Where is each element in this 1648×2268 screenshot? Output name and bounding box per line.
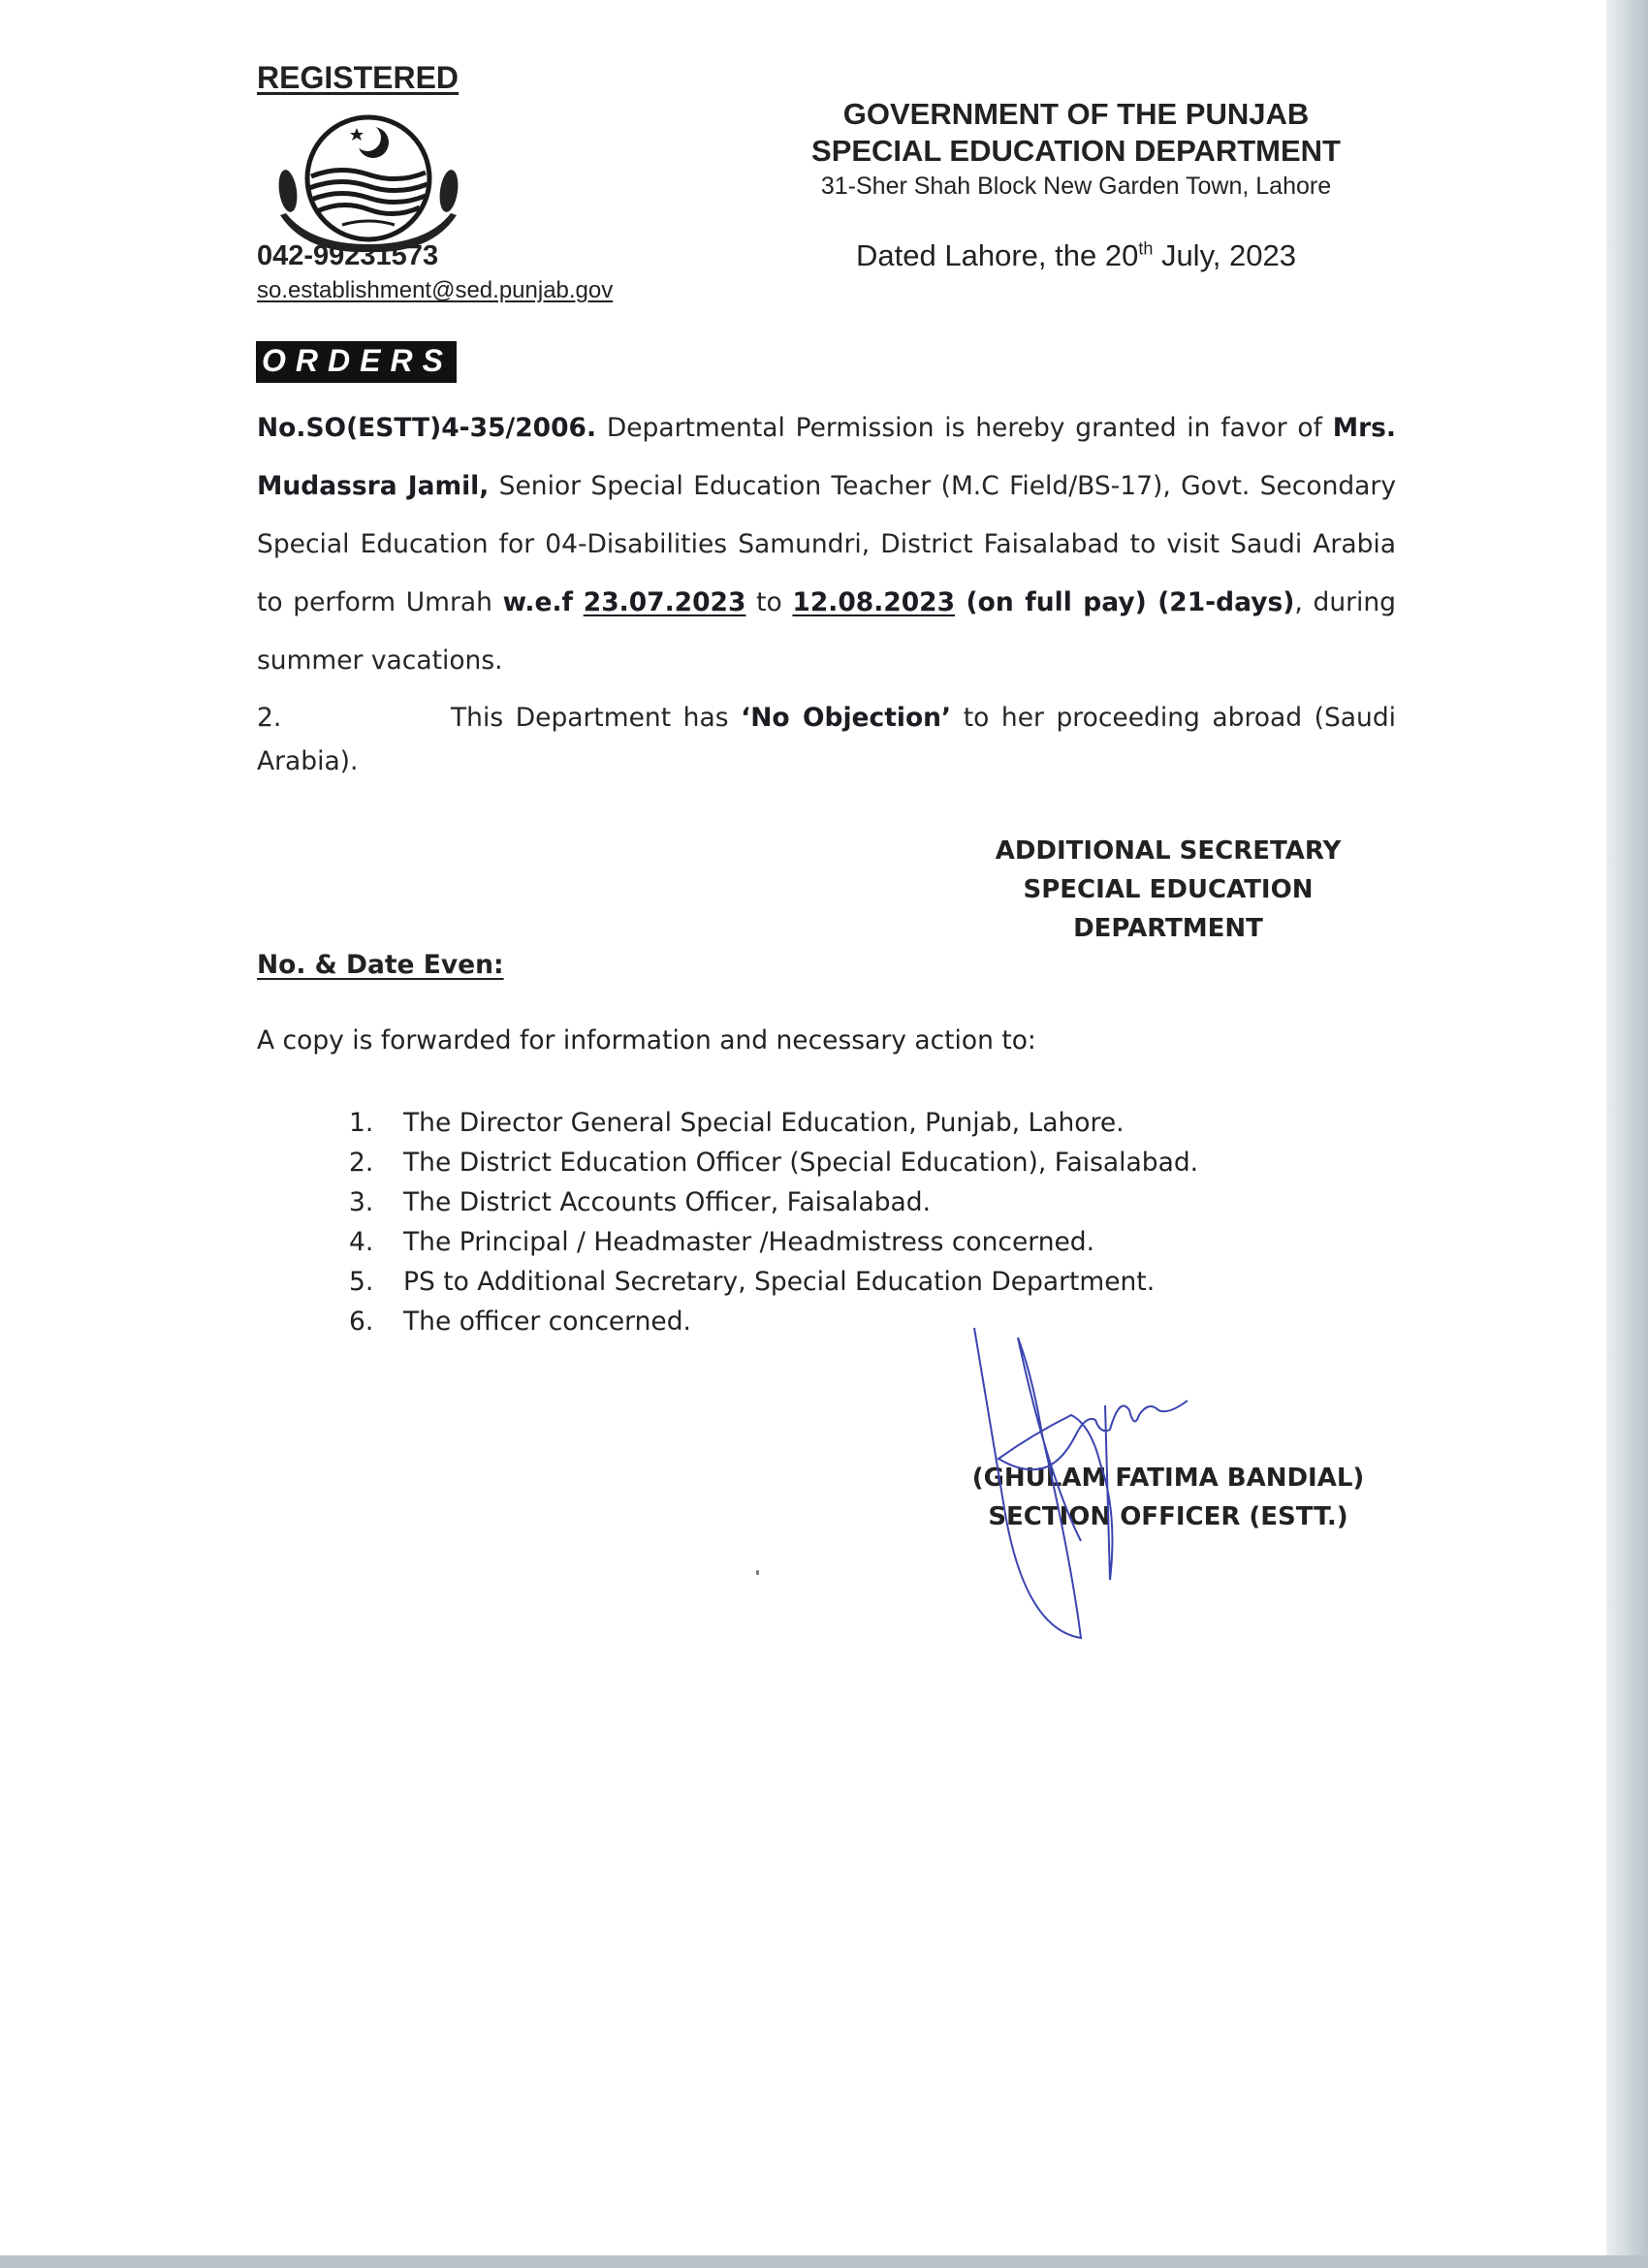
scan-edge-bottom [0, 2255, 1648, 2268]
endorsement-heading: No. & Date Even: [257, 950, 504, 980]
scan-edge-right [1606, 0, 1648, 2268]
list-item: 2. The District Education Officer (Special Education), Faisalabad. [349, 1148, 1199, 1178]
department-address: 31-Sher Shah Block New Garden Town, Lahore [820, 173, 1332, 200]
scan-speck [756, 1570, 759, 1575]
order-paragraph-2: 2. This Department has ‘No Objection’ to her proceeding abroad (Saudi Arabia). [257, 703, 1397, 776]
punjab-emblem-icon [267, 109, 470, 254]
date-from: 23.07.2023 [583, 587, 746, 617]
phone-number: 042-99231573 [257, 240, 439, 271]
employee-name: Mrs. Mudassra Jamil, [257, 413, 1396, 501]
handwritten-signature-icon [955, 1318, 1246, 1648]
list-item: 1. The Director General Special Education, Punjab, Lahore. [349, 1108, 1125, 1138]
no-objection: ‘No Objection’ [741, 703, 952, 733]
orders-heading: ORDERS [256, 341, 457, 383]
signatory-name: (GHULAM FATIMA BANDIAL) [971, 1464, 1365, 1493]
list-item: 4. The Principal / Headmaster /Headmistress concerned. [349, 1227, 1095, 1257]
dated-line: Dated Lahore, the 20th July, 2023 [856, 238, 1296, 272]
reference-number: No.SO(ESTT)4-35/2006. [257, 413, 597, 443]
recipient-list [349, 1103, 1198, 1341]
order-paragraph-1: No.SO(ESTT)4-35/2006. Departmental Permission is hereby granted in favor of Mrs. Mudassra Jamil, Senior Special Education Teacher (M.C Field/BS-17), Govt. Secondary Special Education for 04-Disabilities Samundri, District Faisalabad to visit Saudi Arabia to perform Umrah w.e.f 23.07.2023 to 12.08.2023 (on full pay) (21-days), during summer vacations. [257, 413, 1397, 676]
list-item: 5. PS to Additional Secretary, Special Education Department. [349, 1267, 1156, 1297]
endorsement-intro: A copy is forwarded for information and necessary action to: [257, 1025, 1036, 1055]
list-item: 6. The officer concerned. [349, 1307, 691, 1337]
registered-label: REGISTERED [257, 60, 460, 95]
date-to: 12.08.2023 [792, 587, 956, 617]
signatory-designation: SECTION OFFICER (ESTT.) [988, 1502, 1348, 1531]
list-item: 3. The District Accounts Officer, Faisalabad. [349, 1187, 932, 1217]
department-title: SPECIAL EDUCATION DEPARTMENT [811, 134, 1341, 168]
government-title: GOVERNMENT OF THE PUNJAB [842, 97, 1310, 131]
email-link[interactable]: so.establishment@sed.punjab.gov [257, 277, 614, 303]
authority-block: ADDITIONAL SECRETARY SPECIAL EDUCATION DEPARTMENT [995, 836, 1342, 943]
